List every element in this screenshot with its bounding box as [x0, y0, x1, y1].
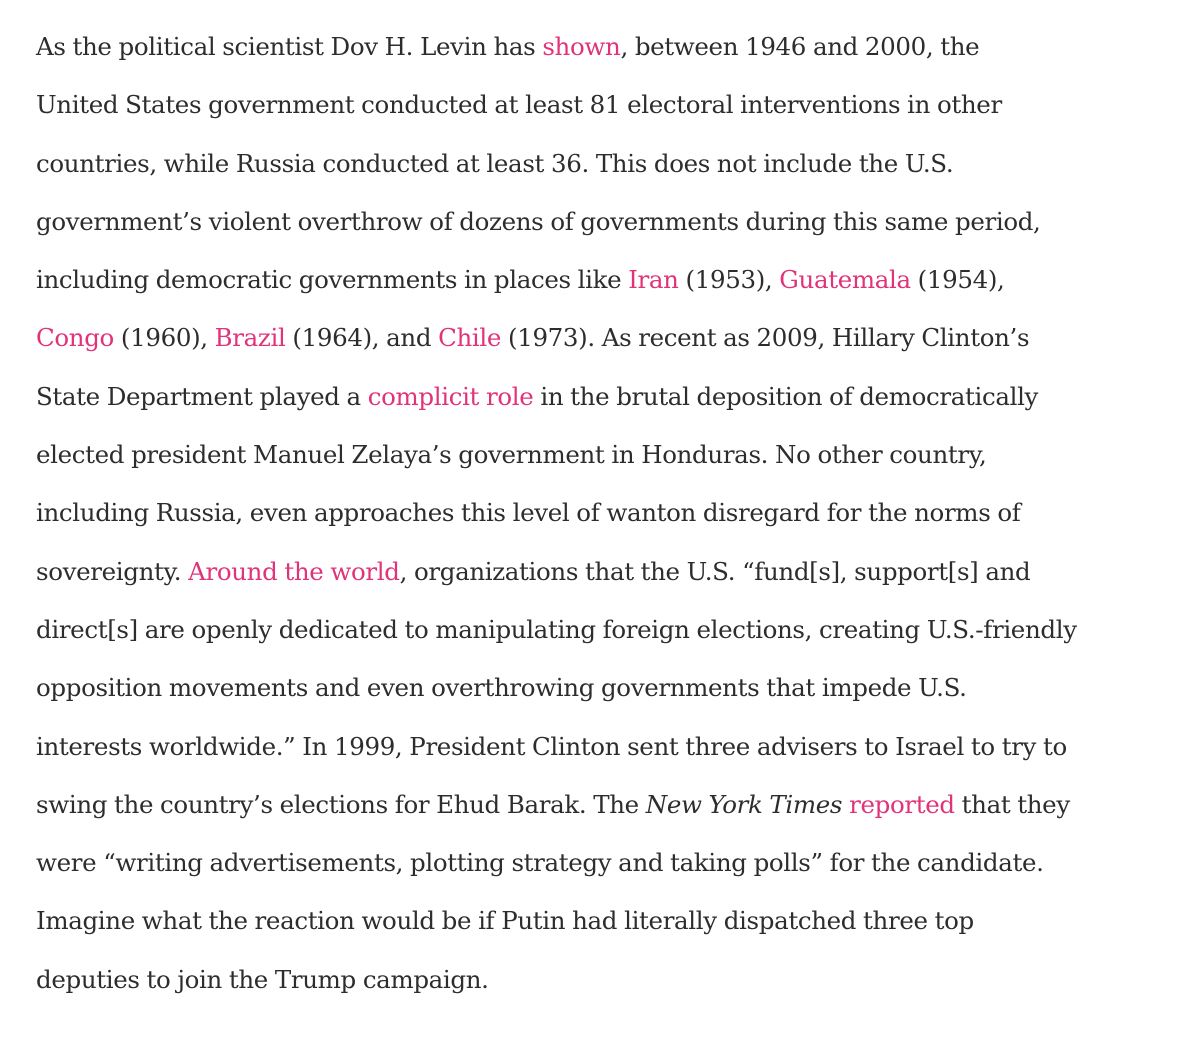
text-run: government’s violent overthrow of dozens of governments during this same period, — [36, 206, 1041, 236]
text-line — [36, 251, 1176, 309]
text-run: in the brutal deposition of democratically — [533, 381, 1039, 411]
text-line — [36, 718, 1176, 776]
text-run: that they — [954, 789, 1070, 819]
text-run: , between 1946 and 2000, the — [620, 32, 980, 61]
text-line — [36, 135, 1176, 193]
text-line — [36, 776, 1176, 834]
text-run: As the political scientist Dov H. Levin has — [36, 32, 543, 61]
text-run: (1964), and — [285, 323, 439, 353]
text-run: Imagine what the reaction would be if Putin had literally dispatched three top — [36, 906, 974, 936]
link-brazil[interactable]: Brazil — [214, 323, 286, 353]
link-complicit-role[interactable]: complicit role — [367, 381, 534, 411]
link-shown[interactable]: shown — [542, 32, 621, 61]
text-run: United States government conducted at least 81 electoral interventions in other — [36, 90, 1002, 120]
text-run: (1953), — [678, 265, 780, 295]
text-line — [36, 309, 1176, 367]
text-line — [36, 76, 1176, 134]
text-run: were “writing advertisements, plotting strategy and taking polls” for the candidate. — [36, 848, 1044, 878]
article-body — [36, 18, 1176, 1009]
text-line — [36, 834, 1176, 892]
text-line — [36, 368, 1176, 426]
text-run: State Department played a — [36, 381, 368, 411]
text-line — [36, 426, 1176, 484]
link-chile[interactable]: Chile — [438, 323, 502, 353]
article-paragraph — [36, 18, 1176, 1009]
link-guatemala[interactable]: Guatemala — [779, 265, 911, 295]
text-run: direct[s] are openly dedicated to manipulating foreign elections, creating U.S.-friendly — [36, 614, 1077, 644]
text-run: sovereignty. — [36, 556, 189, 586]
text-run: , organizations that the U.S. “fund[s], support[s] and — [399, 556, 1031, 586]
text-line — [36, 18, 1176, 76]
text-run: elected president Manuel Zelaya’s government in Honduras. No other country, — [36, 440, 987, 470]
text-line — [36, 484, 1176, 542]
text-run: opposition movements and even overthrowing governments that impede U.S. — [36, 673, 967, 703]
text-line — [36, 892, 1176, 950]
text-run: (1954), — [910, 265, 1005, 295]
link-around-the-world[interactable]: Around the world — [188, 556, 400, 586]
text-run: including democratic governments in places like — [36, 265, 629, 295]
text-run: deputies to join the Trump campaign. — [36, 964, 489, 994]
text-run: (1973). As recent as 2009, Hillary Clinton’s — [501, 323, 1030, 353]
text-line — [36, 543, 1176, 601]
text-run: including Russia, even approaches this level of wanton disregard for the norms of — [36, 498, 1021, 528]
text-run: swing the country’s elections for Ehud Barak. The — [36, 789, 646, 819]
text-run: (1960), — [113, 323, 215, 353]
link-reported[interactable]: reported — [849, 789, 955, 819]
text-line — [36, 193, 1176, 251]
link-congo[interactable]: Congo — [36, 323, 114, 353]
text-line — [36, 601, 1176, 659]
text-run: interests worldwide.” In 1999, President Clinton sent three advisers to Israel to try to — [36, 731, 1067, 761]
publication-title: New York Times — [645, 789, 843, 819]
text-line — [36, 951, 1176, 1009]
text-line — [36, 659, 1176, 717]
link-iran[interactable]: Iran — [628, 265, 679, 295]
text-run: countries, while Russia conducted at least 36. This does not include the U.S. — [36, 148, 954, 178]
